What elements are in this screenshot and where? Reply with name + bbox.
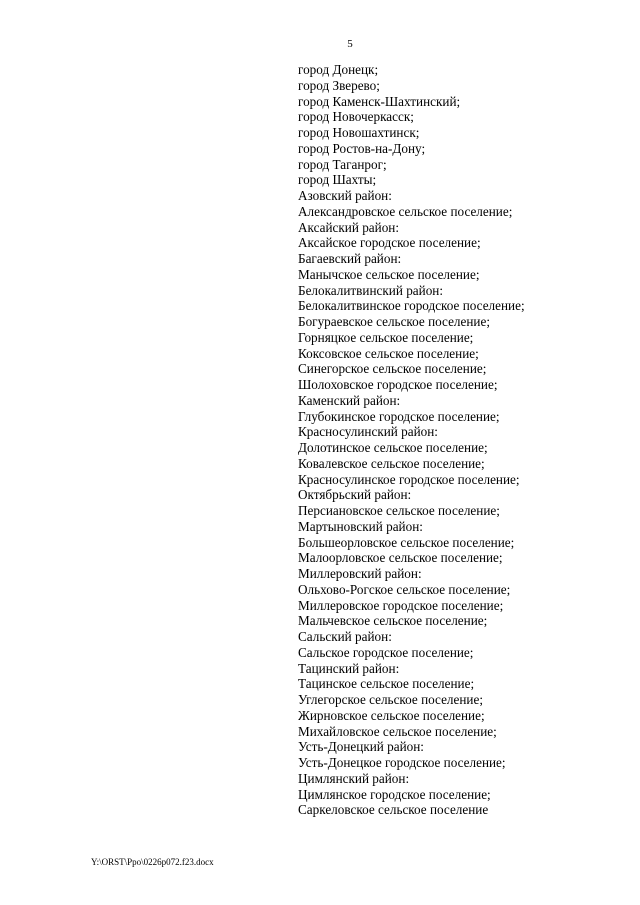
list-item: Белокалитвинское городское поселение;	[298, 298, 525, 314]
list-item: Богураевское сельское поселение;	[298, 314, 490, 329]
list-item: Октябрьский район:	[298, 487, 412, 503]
list-item: Миллеровский район:	[298, 566, 422, 581]
list-item: Аксайское городское поселение;	[298, 235, 481, 251]
list-item: Манычское сельское поселение;	[298, 266, 480, 282]
list-item: город Новошахтинск;	[298, 125, 420, 140]
list-item: Багаевский район:	[298, 251, 402, 266]
list-item: Сальское городское поселение;	[298, 644, 474, 660]
list-item: город Донецк;	[298, 62, 379, 77]
list-item: Персиановское сельское поселение;	[298, 503, 500, 518]
list-item: Коксовское сельское поселение;	[298, 345, 479, 361]
list-item: Александровское сельское поселение;	[298, 203, 513, 219]
list-item: Углегорское сельское поселение;	[298, 692, 483, 707]
list-item: город Шахты;	[298, 172, 377, 188]
list-item: Цимлянское городское поселение;	[298, 786, 491, 802]
list-item: Жирновское сельское поселение;	[298, 707, 485, 723]
list-item: Азовский район:	[298, 188, 392, 203]
list-item: Тацинский район:	[298, 660, 400, 676]
list-item: Цимлянский район:	[298, 770, 410, 786]
list-item: город Зверево;	[298, 77, 380, 93]
list-item: Малоорловское сельское поселение;	[298, 550, 503, 566]
page-number: 5	[347, 38, 353, 50]
list-item: Синегорское сельское поселение;	[298, 361, 487, 377]
list-item: Аксайский район:	[298, 219, 400, 235]
list-item: Ковалевское сельское поселение;	[298, 455, 485, 471]
list-item: Глубокинское городское поселение;	[298, 408, 500, 424]
list-item: Мартыновский район:	[298, 518, 423, 534]
list-item: Усть-Донецкий район:	[298, 739, 424, 755]
settlement-list	[298, 62, 525, 818]
list-item: Белокалитвинский район:	[298, 282, 444, 298]
list-item: Миллеровское городское поселение;	[298, 597, 504, 613]
list-item: город Каменск-Шахтинский;	[298, 93, 461, 109]
list-item: город Ростов-на-Дону;	[298, 140, 426, 156]
list-item: Саркеловское сельское поселение	[298, 802, 489, 818]
list-item: Михайловское сельское поселение;	[298, 723, 497, 739]
list-item: Тацинское сельское поселение;	[298, 676, 475, 692]
footer-file-path: Y:\ORST\Ppo\0226p072.f23.docx	[91, 857, 214, 867]
list-item: Красносулинское городское поселение;	[298, 471, 520, 487]
list-item: Сальский район:	[298, 629, 392, 644]
list-item: Большеорловское сельское поселение;	[298, 534, 515, 550]
list-item: Долотинское сельское поселение;	[298, 440, 488, 455]
list-item: город Новочеркасск;	[298, 109, 414, 125]
list-item: город Таганрог;	[298, 156, 387, 172]
list-item: Мальчевское сельское поселение;	[298, 613, 488, 629]
list-item: Каменский район:	[298, 392, 401, 408]
list-item: Горняцкое сельское поселение;	[298, 329, 474, 345]
list-item: Красносулинский район:	[298, 424, 438, 440]
list-item: Усть-Донецкое городское поселение;	[298, 755, 506, 770]
list-item: Ольхово-Рогское сельское поселение;	[298, 581, 511, 597]
list-item: Шолоховское городское поселение;	[298, 377, 498, 392]
